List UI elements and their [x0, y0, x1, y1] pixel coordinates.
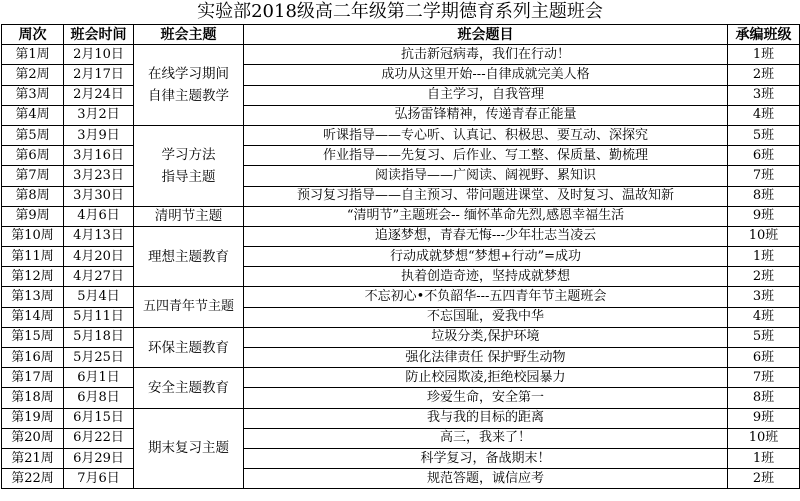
- table-row: [2, 65, 800, 85]
- date-cell: 4月27日: [64, 267, 134, 287]
- topic-cell: 我与我的目标的距离: [244, 408, 728, 428]
- date-cell: 6月1日: [64, 368, 134, 388]
- class-cell: 9班: [728, 206, 800, 226]
- class-cell: 1班: [728, 247, 800, 267]
- class-cell: 6班: [728, 146, 800, 166]
- week-cell: 第7周: [2, 166, 64, 186]
- schedule-table: [1, 24, 800, 489]
- table-row: [2, 125, 800, 145]
- week-cell: 第14周: [2, 307, 64, 327]
- topic-cell: 珍爱生命，安全第一: [244, 388, 728, 408]
- week-cell: 第17周: [2, 368, 64, 388]
- week-cell: 第16周: [2, 348, 64, 368]
- date-cell: 7月6日: [64, 469, 134, 489]
- week-cell: 第21周: [2, 448, 64, 468]
- class-cell: 9班: [728, 408, 800, 428]
- date-cell: 4月20日: [64, 247, 134, 267]
- topic-cell: 弘扬雷锋精神，传递青春正能量: [244, 105, 728, 125]
- class-cell: 8班: [728, 388, 800, 408]
- class-cell: 7班: [728, 368, 800, 388]
- date-cell: 3月2日: [64, 105, 134, 125]
- class-cell: 10班: [728, 226, 800, 246]
- date-cell: 2月24日: [64, 85, 134, 105]
- table-row: [2, 226, 800, 246]
- topic-cell: 强化法律责任 保护野生动物: [244, 348, 728, 368]
- date-cell: 5月11日: [64, 307, 134, 327]
- table-row: [2, 327, 800, 347]
- class-cell: 5班: [728, 125, 800, 145]
- topic-cell: 成功从这里开始---自律成就完美人格: [244, 65, 728, 85]
- date-cell: 6月8日: [64, 388, 134, 408]
- date-cell: 5月18日: [64, 327, 134, 347]
- table-row: [2, 469, 800, 489]
- topic-cell: 垃圾分类,保护环境: [244, 327, 728, 347]
- table-row: [2, 307, 800, 327]
- header-row: [2, 25, 800, 45]
- table-row: [2, 45, 800, 65]
- topic-cell: 高三，我来了！: [244, 428, 728, 448]
- class-cell: 3班: [728, 287, 800, 307]
- class-cell: 2班: [728, 65, 800, 85]
- week-cell: 第2周: [2, 65, 64, 85]
- topic-cell: 抗击新冠病毒，我们在行动！: [244, 45, 728, 65]
- date-cell: 6月15日: [64, 408, 134, 428]
- table-row: [2, 247, 800, 267]
- topic-cell: 防止校园欺凌,拒绝校园暴力: [244, 368, 728, 388]
- week-cell: 第13周: [2, 287, 64, 307]
- week-cell: 第5周: [2, 125, 64, 145]
- theme-cell: 五四青年节主题: [134, 287, 244, 327]
- date-cell: 6月29日: [64, 448, 134, 468]
- table-row: [2, 267, 800, 287]
- date-cell: 4月6日: [64, 206, 134, 226]
- header-week: 周次: [2, 25, 64, 45]
- topic-cell: 规范答题，诚信应考: [244, 469, 728, 489]
- week-cell: 第3周: [2, 85, 64, 105]
- week-cell: 第10周: [2, 226, 64, 246]
- class-cell: 1班: [728, 45, 800, 65]
- table-row: [2, 448, 800, 468]
- page-title: 实验部2018级高二年级第二学期德育系列主题班会: [197, 1, 603, 22]
- week-cell: 第4周: [2, 105, 64, 125]
- theme-cell: 环保主题教育: [134, 327, 244, 367]
- date-cell: 5月4日: [64, 287, 134, 307]
- date-cell: 2月10日: [64, 45, 134, 65]
- topic-cell: 科学复习，备战期末！: [244, 448, 728, 468]
- table-row: [2, 287, 800, 307]
- table-row: [2, 146, 800, 166]
- class-cell: 2班: [728, 267, 800, 287]
- class-cell: 4班: [728, 105, 800, 125]
- table-row: [2, 105, 800, 125]
- class-cell: 6班: [728, 348, 800, 368]
- topic-cell: 作业指导——先复习、后作业、写工整、保质量、勤梳理: [244, 146, 728, 166]
- table-row: [2, 85, 800, 105]
- topic-cell: 预习复习指导——自主预习、带问题进课堂、及时复习、温故知新: [244, 186, 728, 206]
- header-theme: 班会主题: [134, 25, 244, 45]
- week-cell: 第15周: [2, 327, 64, 347]
- header-class: 承编班级: [728, 25, 800, 45]
- table-row: [2, 408, 800, 428]
- date-cell: 3月30日: [64, 186, 134, 206]
- week-cell: 第11周: [2, 247, 64, 267]
- date-cell: 3月9日: [64, 125, 134, 145]
- topic-cell: 行动成就梦想“梦想+行动”=成功: [244, 247, 728, 267]
- table-row: [2, 186, 800, 206]
- date-cell: 4月13日: [64, 226, 134, 246]
- class-cell: 2班: [728, 469, 800, 489]
- topic-cell: 自主学习，自我管理: [244, 85, 728, 105]
- week-cell: 第1周: [2, 45, 64, 65]
- table-row: [2, 388, 800, 408]
- week-cell: 第18周: [2, 388, 64, 408]
- table-row: [2, 206, 800, 226]
- week-cell: 第9周: [2, 206, 64, 226]
- week-cell: 第20周: [2, 428, 64, 448]
- theme-cell: 在线学习期间自律主题教学: [134, 45, 244, 126]
- week-cell: 第12周: [2, 267, 64, 287]
- class-cell: 8班: [728, 186, 800, 206]
- class-cell: 3班: [728, 85, 800, 105]
- date-cell: 5月25日: [64, 348, 134, 368]
- header-time: 班会时间: [64, 25, 134, 45]
- topic-cell: 听课指导——专心听、认真记、积极思、要互动、深探究: [244, 125, 728, 145]
- topic-cell: 追逐梦想，青春无悔---少年壮志当凌云: [244, 226, 728, 246]
- week-cell: 第22周: [2, 469, 64, 489]
- table-row: [2, 428, 800, 448]
- week-cell: 第8周: [2, 186, 64, 206]
- table-row: [2, 368, 800, 388]
- class-cell: 5班: [728, 327, 800, 347]
- class-cell: 1班: [728, 448, 800, 468]
- class-cell: 10班: [728, 428, 800, 448]
- week-cell: 第6周: [2, 146, 64, 166]
- date-cell: 2月17日: [64, 65, 134, 85]
- topic-cell: 不忘初心•不负韶华---五四青年节主题班会: [244, 287, 728, 307]
- week-cell: 第19周: [2, 408, 64, 428]
- theme-cell: 理想主题教育: [134, 226, 244, 287]
- class-cell: 4班: [728, 307, 800, 327]
- theme-cell: 清明节主题: [134, 206, 244, 226]
- table-row: [2, 166, 800, 186]
- date-cell: 3月16日: [64, 146, 134, 166]
- theme-cell: 期末复习主题: [134, 408, 244, 489]
- topic-cell: “清明节”主题班会-- 缅怀革命先烈,感恩幸福生活: [244, 206, 728, 226]
- theme-cell: 安全主题教育: [134, 368, 244, 408]
- topic-cell: 阅读指导——广阅读、阔视野、累知识: [244, 166, 728, 186]
- topic-cell: 不忘国耻，爱我中华: [244, 307, 728, 327]
- table-row: [2, 348, 800, 368]
- theme-cell: 学习方法指导主题: [134, 125, 244, 206]
- date-cell: 6月22日: [64, 428, 134, 448]
- date-cell: 3月23日: [64, 166, 134, 186]
- header-topic: 班会题目: [244, 25, 728, 45]
- class-cell: 7班: [728, 166, 800, 186]
- topic-cell: 执着创造奇迹，坚持成就梦想: [244, 267, 728, 287]
